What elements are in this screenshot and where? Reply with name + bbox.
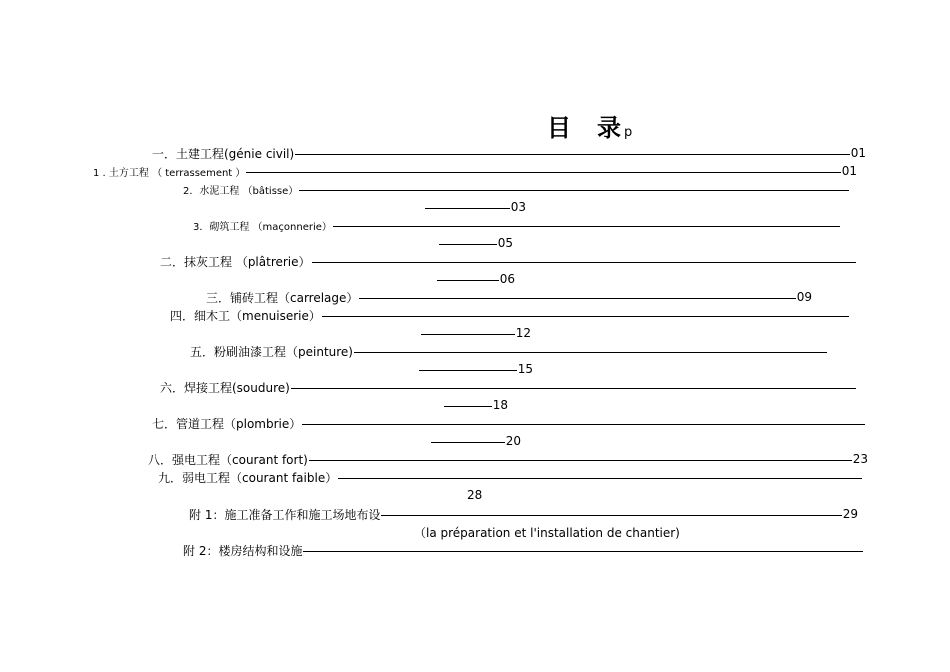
dot-leader (291, 388, 856, 389)
toc-entry-continuation[interactable] (430, 433, 521, 449)
dot-leader (381, 515, 841, 516)
title-char-2: 录 (597, 113, 621, 142)
toc-entry[interactable] (148, 451, 868, 467)
toc-entry-label: 附 1：施工准备工作和施工场地布设 (189, 507, 381, 522)
toc-entry-continuation[interactable] (424, 199, 526, 215)
dot-leader (303, 551, 863, 552)
dot-leader (444, 406, 492, 407)
dot-leader (354, 352, 827, 353)
toc-entry-continuation[interactable] (418, 361, 533, 377)
toc-entry-label: 三．铺砖工程（carrelage） (206, 290, 359, 305)
toc-entry-page[interactable]: 28 (467, 488, 483, 502)
dot-leader (431, 442, 505, 443)
toc-entry-label: 九．弱电工程（courant faible） (158, 470, 338, 485)
dot-leader (333, 226, 840, 227)
toc-entry[interactable] (193, 217, 841, 233)
toc-entry-label: 七．管道工程（plombrie） (152, 416, 302, 431)
toc-entry-page: 03 (510, 200, 526, 214)
toc-entry[interactable] (170, 307, 850, 323)
toc-entry-label: 1 . 土方工程 （ terrassement ） (93, 167, 246, 179)
toc-entry-page: 09 (796, 290, 812, 304)
toc-entry-page: 01 (850, 146, 866, 160)
dot-leader (312, 262, 856, 263)
toc-entry-continuation[interactable] (438, 235, 513, 251)
dot-leader (425, 208, 510, 209)
toc-entry[interactable] (93, 163, 857, 179)
dot-leader (302, 424, 865, 425)
toc-entry-label: 一．土建工程(génie civil) (152, 146, 295, 161)
title-char-1: 目 (547, 113, 571, 142)
toc-entry-continuation[interactable] (420, 325, 531, 341)
dot-leader (359, 298, 795, 299)
toc-entry[interactable] (152, 415, 866, 431)
toc-entry-page: 05 (497, 236, 513, 250)
toc-entry[interactable] (152, 145, 866, 161)
dot-leader (338, 478, 862, 479)
toc-entry-continuation[interactable] (443, 397, 508, 413)
toc-entry-label: 3．砌筑工程 （maçonnerie） (193, 221, 332, 233)
toc-entry[interactable] (183, 181, 850, 197)
dot-leader (246, 172, 840, 173)
toc-entry[interactable] (190, 343, 828, 359)
dot-leader (309, 460, 852, 461)
toc-title (547, 108, 632, 143)
toc-appendix-subtitle: （la préparation et l'installation de chantier) (414, 526, 680, 540)
toc-entry[interactable] (206, 289, 812, 305)
dot-leader (295, 154, 850, 155)
dot-leader (299, 190, 849, 191)
toc-entry-label: 五．粉刷油漆工程（peinture) (190, 344, 353, 359)
toc-entry-label: 八．强电工程（courant fort) (148, 452, 308, 467)
toc-entry-page: 29 (842, 507, 858, 521)
dot-leader (437, 280, 499, 281)
toc-entry-page: 01 (841, 164, 857, 178)
toc-entry-label: 2．水泥工程 （bâtisse） (183, 185, 299, 197)
toc-entry-label: 四．细木工（menuiserie） (170, 308, 321, 323)
dot-leader (322, 316, 849, 317)
toc-entry[interactable] (158, 469, 863, 485)
dot-leader (439, 244, 497, 245)
toc-appendix-entry[interactable] (189, 506, 858, 522)
toc-entry-page: 06 (499, 272, 515, 286)
dot-leader (421, 334, 515, 335)
toc-entry[interactable] (160, 253, 857, 269)
toc-entry-page: 20 (505, 434, 521, 448)
toc-entry-continuation[interactable] (436, 271, 515, 287)
dot-leader (419, 370, 517, 371)
title-suffix: p (624, 125, 633, 140)
toc-entry[interactable] (160, 379, 857, 395)
toc-entry-label: 附 2：楼房结构和设施 (183, 543, 303, 558)
toc-appendix-entry[interactable] (183, 542, 864, 558)
toc-entry-label: 二．抹灰工程 （plâtrerie） (160, 254, 311, 269)
toc-entry-page: 23 (852, 452, 868, 466)
toc-entry-label: 六．焊接工程(soudure) (160, 380, 290, 395)
toc-entry-page: 12 (515, 326, 531, 340)
toc-entry-page: 15 (517, 362, 533, 376)
toc-entry-page: 18 (492, 398, 508, 412)
